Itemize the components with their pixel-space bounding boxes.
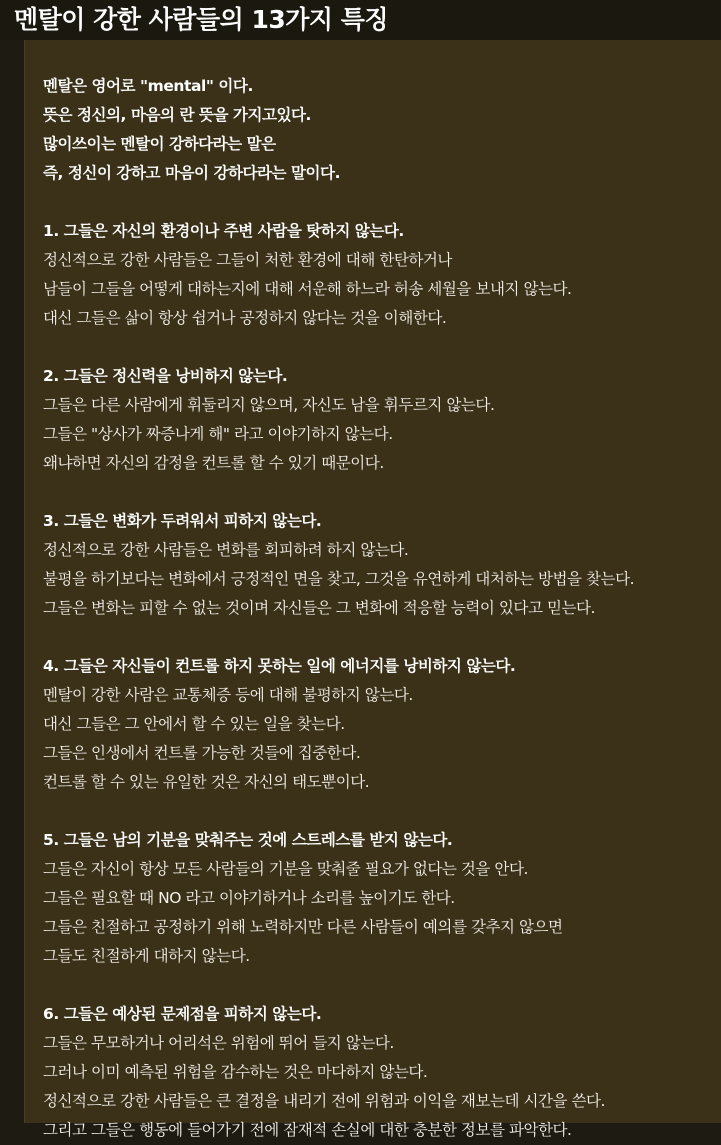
section-line: 멘탈이 강한 사람은 교통체증 등에 대해 불평하지 않는다. (43, 686, 413, 704)
intro-line: 뜻은 정신의, 마음의 란 뜻을 가지고있다. (43, 106, 311, 124)
section-4 (43, 652, 713, 797)
article-content (43, 72, 713, 1145)
section-6 (43, 1000, 713, 1145)
section-line: 그들은 친절하고 공정하기 위해 노력하지만 다른 사람들이 예의를 갖추지 않으면 (43, 918, 563, 936)
section-line: 정신적으로 강한 사람들은 큰 결정을 내리기 전에 위험과 이익을 재보는데 시간을 쓴다. (43, 1092, 606, 1110)
section-line: 그들은 자신이 항상 모든 사람들의 기분을 맞춰줄 필요가 없다는 것을 안다. (43, 860, 528, 878)
section-heading: 2. 그들은 정신력을 낭비하지 않는다. (43, 367, 288, 385)
article-panel (24, 40, 721, 1139)
intro-line: 많이쓰이는 멘탈이 강하다라는 말은 (43, 135, 276, 153)
section-heading: 3. 그들은 변화가 두려워서 피하지 않는다. (43, 512, 322, 530)
section-line: 대신 그들은 그 안에서 할 수 있는 일을 찾는다. (43, 715, 345, 733)
section-2 (43, 362, 713, 478)
section-heading: 4. 그들은 자신들이 컨트롤 하지 못하는 일에 에너지를 낭비하지 않는다. (43, 657, 516, 675)
section-line: 정신적으로 강한 사람들은 변화를 회피하려 하지 않는다. (43, 541, 409, 559)
section-line: 그들도 친절하게 대하지 않는다. (43, 947, 250, 965)
section-line: 남들이 그들을 어떻게 대하는지에 대해 서운해 하느라 허송 세월을 보내지 않는다. (43, 280, 572, 298)
section-line: 그들은 "상사가 짜증나게 해" 라고 이야기하지 않는다. (43, 425, 393, 443)
intro-line: 멘탈은 영어로 "mental" 이다. (43, 77, 253, 95)
section-heading: 1. 그들은 자신의 환경이나 주변 사람을 탓하지 않는다. (43, 222, 404, 240)
section-line: 컨트롤 할 수 있는 유일한 것은 자신의 태도뿐이다. (43, 773, 370, 791)
section-heading: 5. 그들은 남의 기분을 맞춰주는 것에 스트레스를 받지 않는다. (43, 831, 453, 849)
section-line: 그리고 그들은 행동에 들어가기 전에 잠재적 손실에 대한 충분한 정보를 파악한다. (43, 1121, 572, 1139)
section-5 (43, 826, 713, 971)
intro-line: 즉, 정신이 강하고 마음이 강하다라는 말이다. (43, 164, 341, 182)
section-heading: 6. 그들은 예상된 문제점을 피하지 않는다. (43, 1005, 322, 1023)
section-line: 그들은 필요할 때 NO 라고 이야기하거나 소리를 높이기도 한다. (43, 889, 455, 907)
section-line: 그들은 무모하거나 어리석은 위험에 뛰어 들지 않는다. (43, 1034, 394, 1052)
title-bar (0, 0, 720, 40)
intro-block (43, 72, 713, 188)
section-line: 그들은 다른 사람에게 휘둘리지 않으며, 자신도 남을 휘두르지 않는다. (43, 396, 495, 414)
section-line: 대신 그들은 삶이 항상 쉽거나 공정하지 않다는 것을 이해한다. (43, 309, 447, 327)
section-1 (43, 217, 713, 333)
section-line: 왜냐하면 자신의 감정을 컨트롤 할 수 있기 때문이다. (43, 454, 384, 472)
section-line: 불평을 하기보다는 변화에서 긍정적인 면을 찾고, 그것을 유연하게 대처하는 방법을 찾는다. (43, 570, 635, 588)
page-title: 멘탈이 강한 사람들의 13가지 특징 (14, 5, 389, 34)
section-line: 그들은 변화는 피할 수 없는 것이며 자신들은 그 변화에 적응할 능력이 있다고 믿는다. (43, 599, 595, 617)
section-line: 그들은 인생에서 컨트롤 가능한 것들에 집중한다. (43, 744, 361, 762)
section-3 (43, 507, 713, 623)
section-line: 그러나 이미 예측된 위험을 감수하는 것은 마다하지 않는다. (43, 1063, 428, 1081)
section-line: 정신적으로 강한 사람들은 그들이 처한 환경에 대해 한탄하거나 (43, 251, 452, 269)
